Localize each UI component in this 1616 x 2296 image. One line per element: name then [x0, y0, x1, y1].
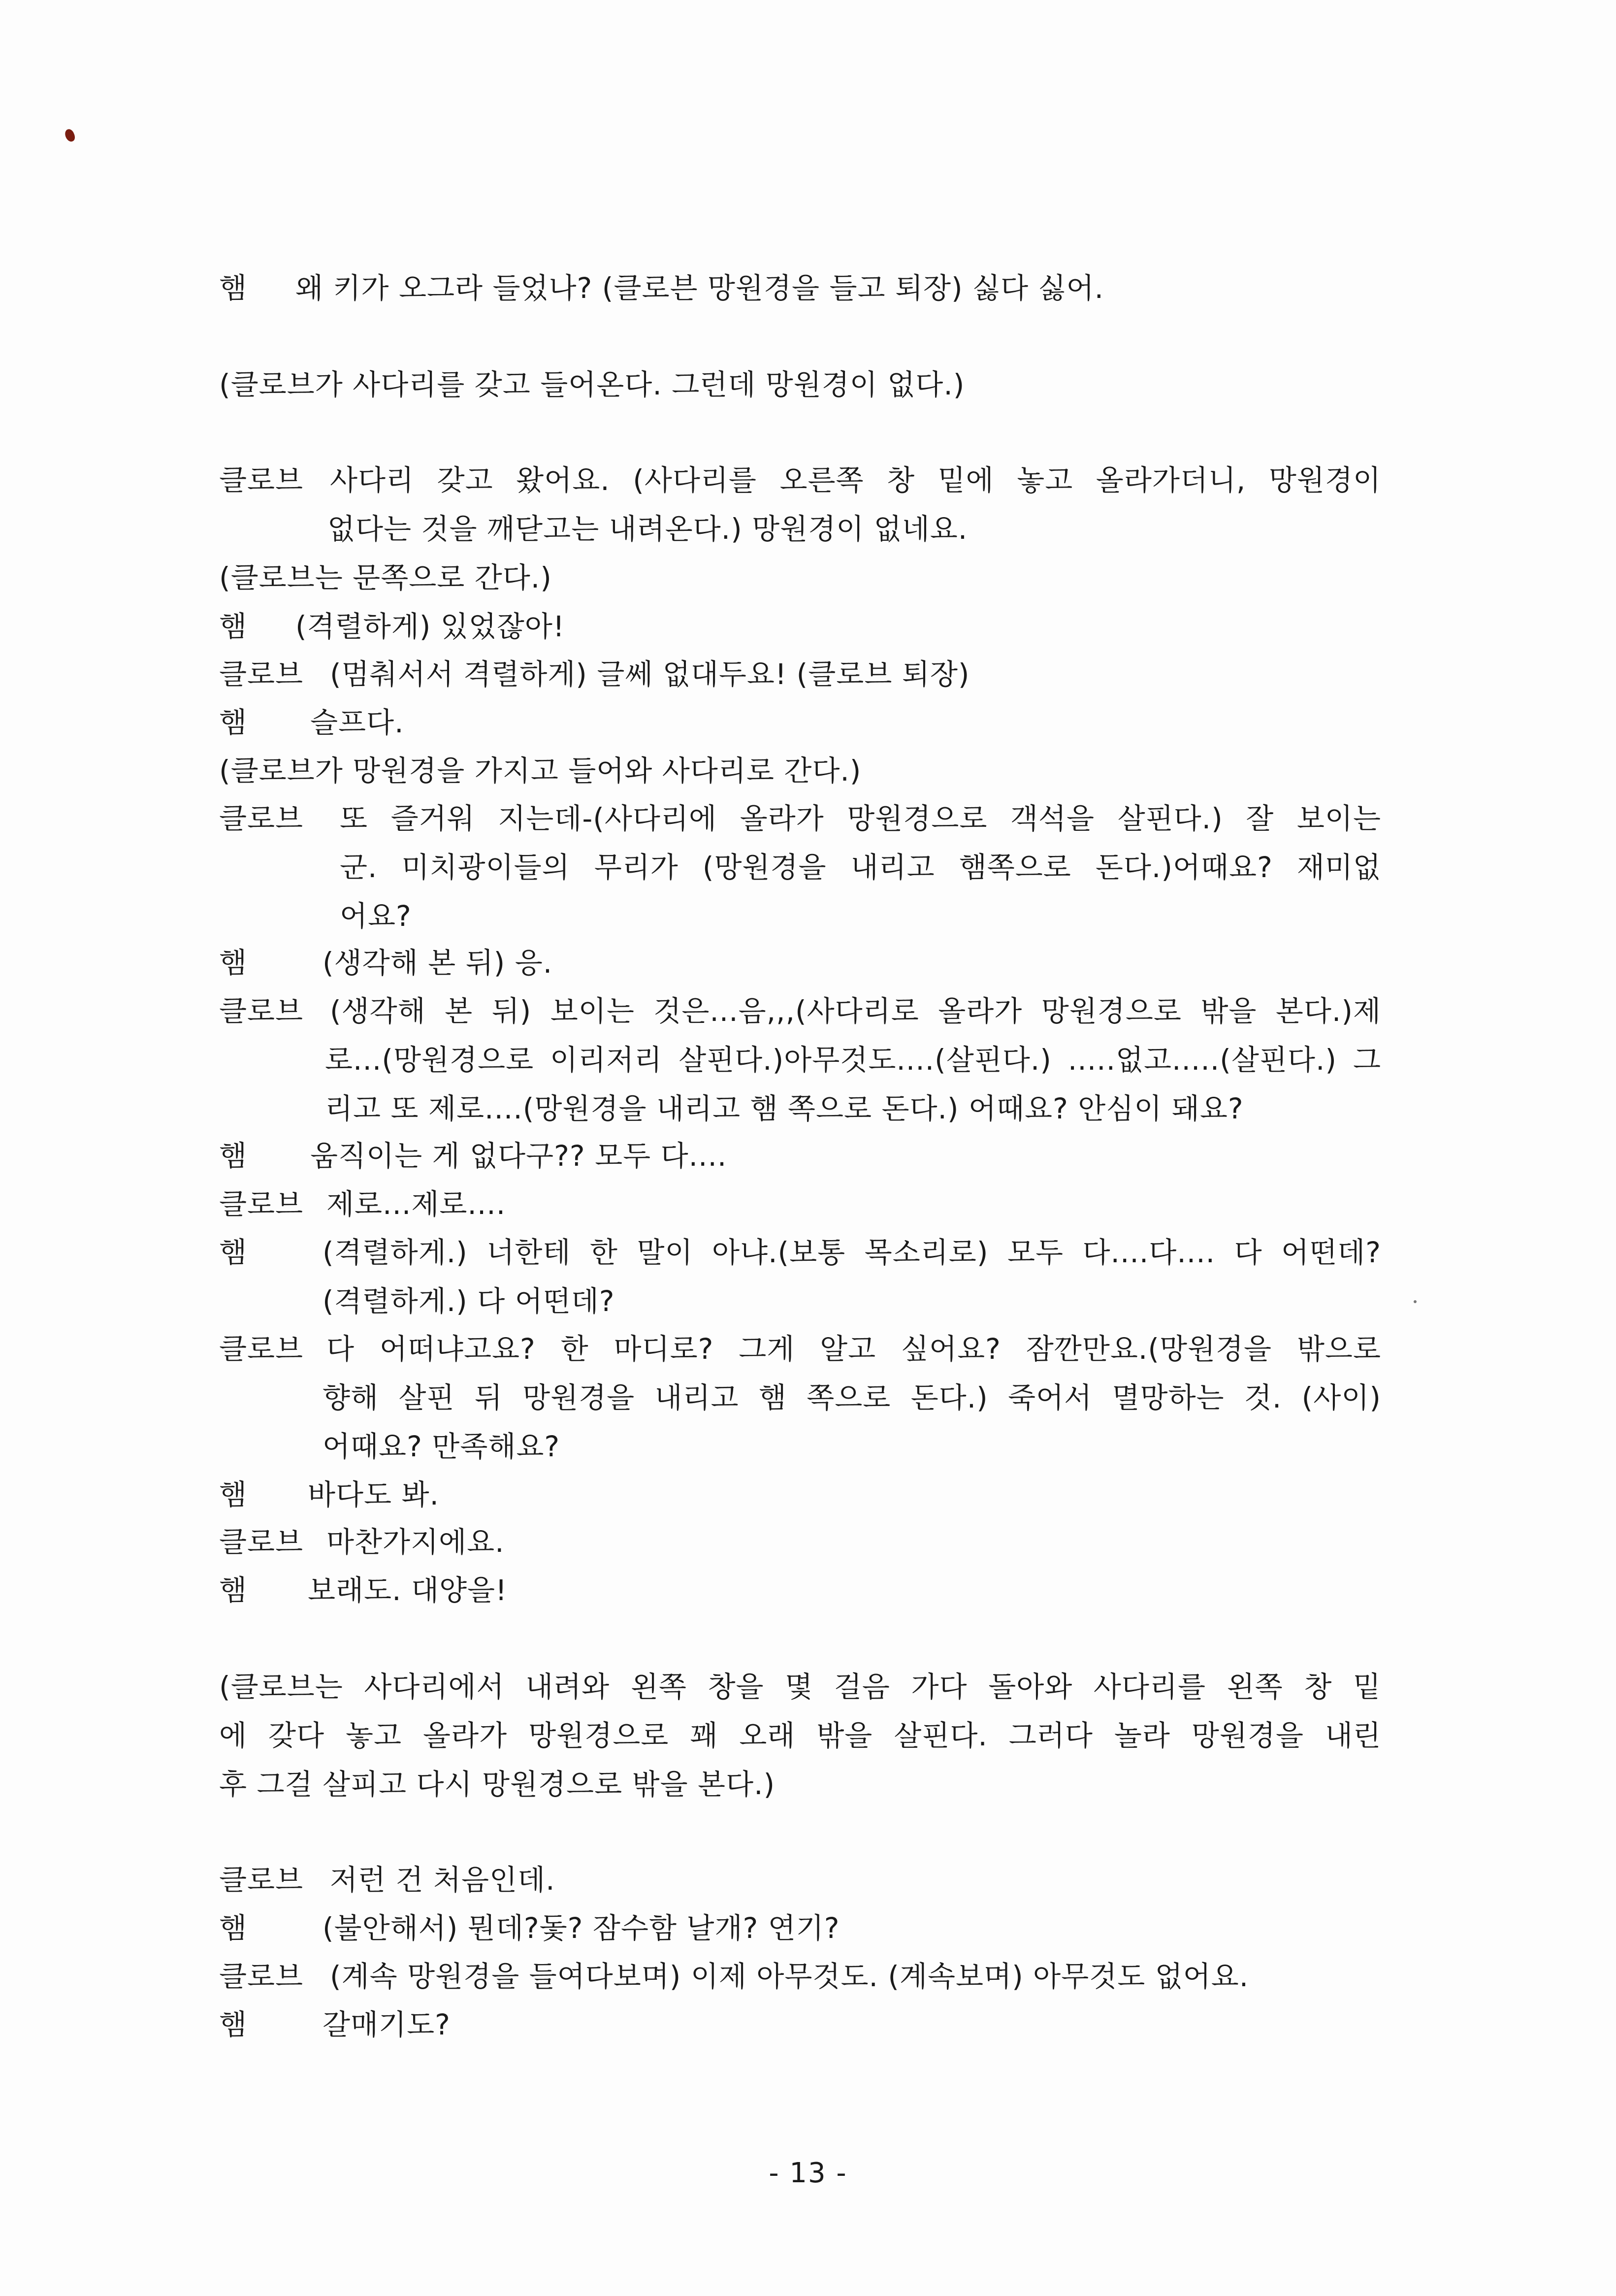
script-entry	[219, 1132, 1381, 1181]
dialogue-line: 군. 미치광이들의 무리가 (망원경을 내리고 햄쪽으로 돈다.)어때요? 재미없	[340, 851, 1381, 884]
script-entry	[219, 650, 1381, 699]
speaker-label: 햄	[219, 1236, 248, 1269]
speaker-label: 클로브	[219, 1187, 304, 1221]
stage-direction-line: (클로브가 망원경을 가지고 들어와 사다리로 간다.)	[219, 754, 862, 787]
stage-direction-line: 후 그걸 살피고 다시 망원경으로 밖을 본다.)	[219, 1768, 776, 1801]
script-entry	[219, 1566, 1381, 1615]
script-entry	[219, 1856, 1381, 1904]
script-entry	[219, 456, 1381, 554]
dialogue-line: 향해 살핀 뒤 망원경을 내리고 햄 쪽으로 돈다.) 죽어서 멸망하는 것. (사이)	[323, 1381, 1381, 1414]
stage-direction	[219, 747, 1381, 795]
speaker-label: 클로브	[219, 1960, 304, 1993]
stage-direction-line: (클로브는 문쪽으로 간다.)	[219, 561, 552, 594]
stage-direction	[219, 361, 1381, 409]
speaker-label: 클로브	[219, 1863, 304, 1897]
script-entry	[219, 698, 1381, 747]
dialogue-line: 또 즐거워 지는데-(사다리에 올라가 망원경으로 객석을 살핀다.) 잘 보이는	[340, 802, 1381, 835]
script-entry	[219, 1518, 1381, 1567]
script-entry	[219, 1228, 1381, 1326]
speaker-label: 햄	[219, 2008, 248, 2041]
speaker-label: 햄	[219, 271, 248, 305]
dialogue-line: 저런 건 처음인데.	[330, 1863, 555, 1897]
dialogue-line: (멈춰서서 격렬하게) 글쎄 없대두요! (클로브 퇴장)	[330, 657, 970, 691]
dialogue-line: 어요?	[340, 899, 412, 933]
dialogue-line: 리고 또 제로....(망원경을 내리고 햄 쪽으로 돈다.) 어때요? 안심이 돼요?	[325, 1092, 1244, 1125]
stage-direction-line: 에 갖다 놓고 올라가 망원경으로 꽤 오래 밖을 살핀다. 그러다 놀라 망원경을 내린	[219, 1719, 1381, 1752]
dialogue-line: 다 어떠냐고요? 한 마디로? 그게 알고 싶어요? 잠깐만요.(망원경을 밖으로	[326, 1332, 1381, 1366]
speaker-label: 클로브	[219, 463, 304, 497]
dialogue-line: (생각해 본 뒤) 보이는 것은...음,,,(사다리로 올라가 망원경으로 밖을 본다.)제	[330, 994, 1381, 1028]
speaker-label: 클로브	[219, 657, 304, 691]
stage-direction-line: (클로브가 사다리를 갖고 들어온다. 그런데 망원경이 없다.)	[219, 368, 965, 401]
speaker-label: 햄	[219, 610, 248, 643]
speaker-label: 햄	[219, 706, 248, 739]
speaker-label: 클로브	[219, 1332, 304, 1366]
stage-direction-line: (클로브는 사다리에서 내려와 왼쪽 창을 몇 걸음 가다 돌아와 사다리를 왼쪽 창 밑	[219, 1670, 1381, 1704]
speaker-label: 햄	[219, 1911, 248, 1945]
script-entry	[219, 602, 1381, 651]
speaker-label: 햄	[219, 1574, 248, 1607]
stage-direction	[219, 554, 1381, 602]
dialogue-line: 갈매기도?	[323, 2008, 451, 2041]
script-entry	[219, 1471, 1381, 1519]
dialogue-line: 로...(망원경으로 이리저리 살핀다.)아무것도....(살핀다.) .....없고.....(살핀다.) 그	[325, 1043, 1381, 1077]
dialogue-line: 사다리 갖고 왔어요. (사다리를 오른쪽 창 밑에 놓고 올라가더니, 망원경이	[330, 463, 1381, 497]
speaker-label: 햄	[219, 1139, 248, 1173]
dialogue-line: (계속 망원경을 들여다보며) 이제 아무것도. (계속보며) 아무것도 없어요.	[330, 1960, 1249, 1993]
ink-mark	[64, 128, 76, 143]
dialogue-line: 움직이는 게 없다구?? 모두 다....	[310, 1139, 727, 1173]
script-entry	[219, 939, 1381, 987]
script-entry	[219, 1904, 1381, 1953]
speaker-label: 햄	[219, 946, 248, 980]
script-entry	[219, 2001, 1381, 2049]
script-entry	[219, 1180, 1381, 1229]
speaker-label: 클로브	[219, 1525, 304, 1559]
dialogue-line: 보래도. 대양을!	[308, 1574, 508, 1607]
dialogue-line: 없다는 것을 깨닫고는 내려온다.) 망원경이 없네요.	[327, 512, 968, 546]
script-entry	[219, 1952, 1381, 2001]
speaker-label: 클로브	[219, 802, 304, 835]
dialogue-line: 슬프다.	[310, 706, 404, 739]
script-entry	[219, 987, 1381, 1133]
stage-direction	[219, 1663, 1381, 1809]
script-entry	[219, 794, 1381, 941]
script-entry	[219, 264, 1381, 313]
dialogue-line: 바다도 봐.	[308, 1478, 439, 1511]
page-number: - 13 -	[769, 2157, 847, 2189]
dialogue-line: (생각해 본 뒤) 응.	[323, 946, 553, 980]
dialogue-line: (격렬하게.) 너한테 한 말이 아냐.(보통 목소리로) 모두 다....다.... 다 어떤데?	[323, 1236, 1381, 1269]
speaker-label: 클로브	[219, 994, 304, 1028]
dialogue-line: (격렬하게.) 다 어떤데?	[323, 1284, 615, 1318]
dialogue-line: 왜 키가 오그라 들었나? (클로븐 망원경을 들고 퇴장) 싫다 싫어.	[295, 271, 1104, 305]
dialogue-line: 제로...제로....	[326, 1187, 506, 1221]
dialogue-line: 어때요? 만족해요?	[323, 1430, 560, 1463]
script-entry	[219, 1325, 1381, 1471]
dialogue-line: (불안해서) 뭔데?돛? 잠수함 날개? 연기?	[323, 1911, 840, 1945]
speck	[1414, 1300, 1417, 1303]
speaker-label: 햄	[219, 1478, 248, 1511]
dialogue-line: (격렬하게) 있었잖아!	[295, 610, 565, 643]
dialogue-line: 마찬가지에요.	[326, 1525, 505, 1559]
